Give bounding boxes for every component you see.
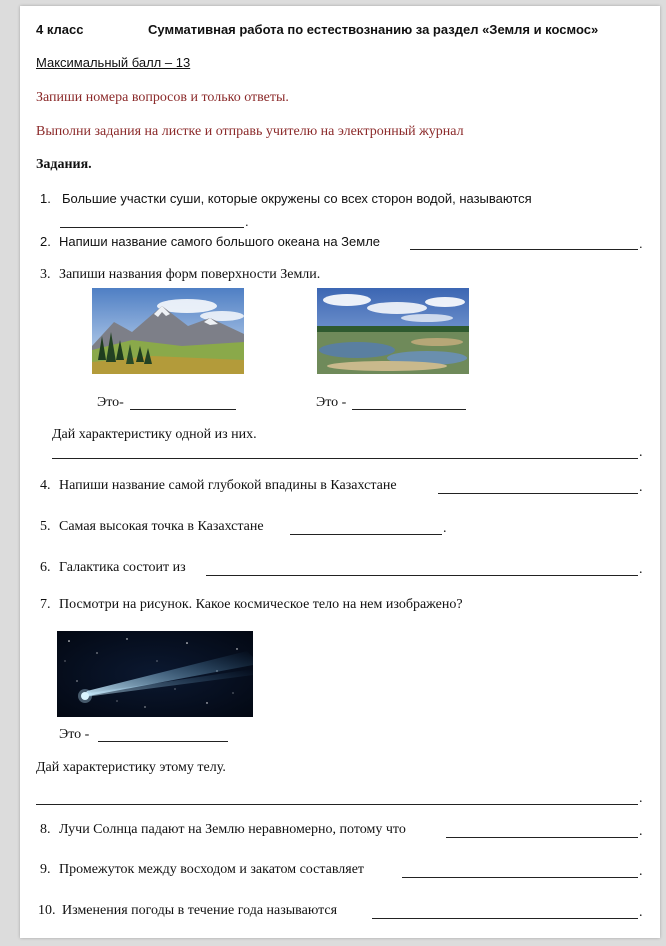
q4-answer-line[interactable]: [438, 493, 638, 494]
q6-answer-line[interactable]: [206, 575, 638, 576]
q6-end: .: [639, 562, 643, 577]
q7-followup: Дай характеристику этому телу.: [36, 760, 226, 775]
q9-answer-line[interactable]: [402, 877, 638, 878]
mountains-photo: [92, 288, 244, 374]
q7-label: Это -: [59, 727, 90, 742]
q3-end: .: [639, 445, 643, 460]
q8-answer-line[interactable]: [446, 837, 638, 838]
q7-number: 7.: [40, 597, 51, 612]
q4-end: .: [639, 480, 643, 495]
worksheet-title: Суммативная работа по естествознанию за раздел «Земля и космос»: [148, 22, 599, 37]
q6-text: Галактика состоит из: [59, 560, 186, 575]
tasks-heading: Задания.: [36, 157, 92, 172]
q2-text: Напиши название самого большого океана на Земле: [59, 234, 381, 249]
comet-photo: [57, 631, 253, 717]
q4-number: 4.: [40, 478, 51, 493]
q7-answer-line[interactable]: [98, 741, 228, 742]
q9-number: 9.: [40, 862, 51, 877]
q10-answer-line[interactable]: [372, 918, 638, 919]
q7-followup-line[interactable]: [36, 804, 638, 805]
plain-photo: [317, 288, 469, 374]
q3-followup: Дай характеристику одной из них.: [52, 427, 257, 442]
q3-answer-line-2[interactable]: [352, 409, 466, 410]
instruction-1: Запиши номера вопросов и только ответы.: [36, 90, 289, 105]
q5-answer-line[interactable]: [290, 534, 442, 535]
instruction-2: Выполни задания на листке и отправь учителю на электронный журнал: [36, 124, 464, 139]
q8-number: 8.: [40, 822, 51, 837]
q1-end: .: [245, 214, 249, 229]
q7-end: .: [639, 791, 643, 806]
q8-text: Лучи Солнца падают на Землю неравномерно, потому что: [59, 822, 406, 837]
q3-text: Запиши названия форм поверхности Земли.: [59, 267, 321, 282]
q10-text: Изменения погоды в течение года называются: [62, 903, 338, 918]
q6-number: 6.: [40, 560, 51, 575]
q7-text: Посмотри на рисунок. Какое космическое тело на нем изображено?: [59, 597, 463, 612]
q9-end: .: [639, 864, 643, 879]
worksheet-page: [20, 6, 660, 938]
q5-number: 5.: [40, 519, 51, 534]
q3-followup-line[interactable]: [52, 458, 638, 459]
q1-answer-line[interactable]: [60, 227, 244, 228]
q3-label-1: Это-: [97, 395, 124, 410]
grade-label: 4 класс: [36, 22, 84, 37]
q2-number: 2.: [40, 234, 51, 249]
q3-answer-line-1[interactable]: [130, 409, 236, 410]
q10-number: 10.: [38, 903, 56, 918]
q10-end: .: [639, 905, 643, 920]
q5-end: .: [443, 521, 447, 536]
q1-text: Большие участки суши, которые окружены со всех сторон водой, называются: [62, 191, 532, 206]
q2-answer-line[interactable]: [410, 249, 638, 250]
q1-number: 1.: [40, 191, 51, 206]
q3-number: 3.: [40, 267, 51, 282]
q9-text: Промежуток между восходом и закатом составляет: [59, 862, 365, 877]
q2-end: .: [639, 236, 643, 251]
q8-end: .: [639, 824, 643, 839]
q4-text: Напиши название самой глубокой впадины в Казахстане: [59, 478, 397, 493]
q3-label-2: Это -: [316, 395, 347, 410]
max-score: Максимальный балл – 13: [36, 55, 191, 70]
q5-text: Самая высокая точка в Казахстане: [59, 519, 264, 534]
